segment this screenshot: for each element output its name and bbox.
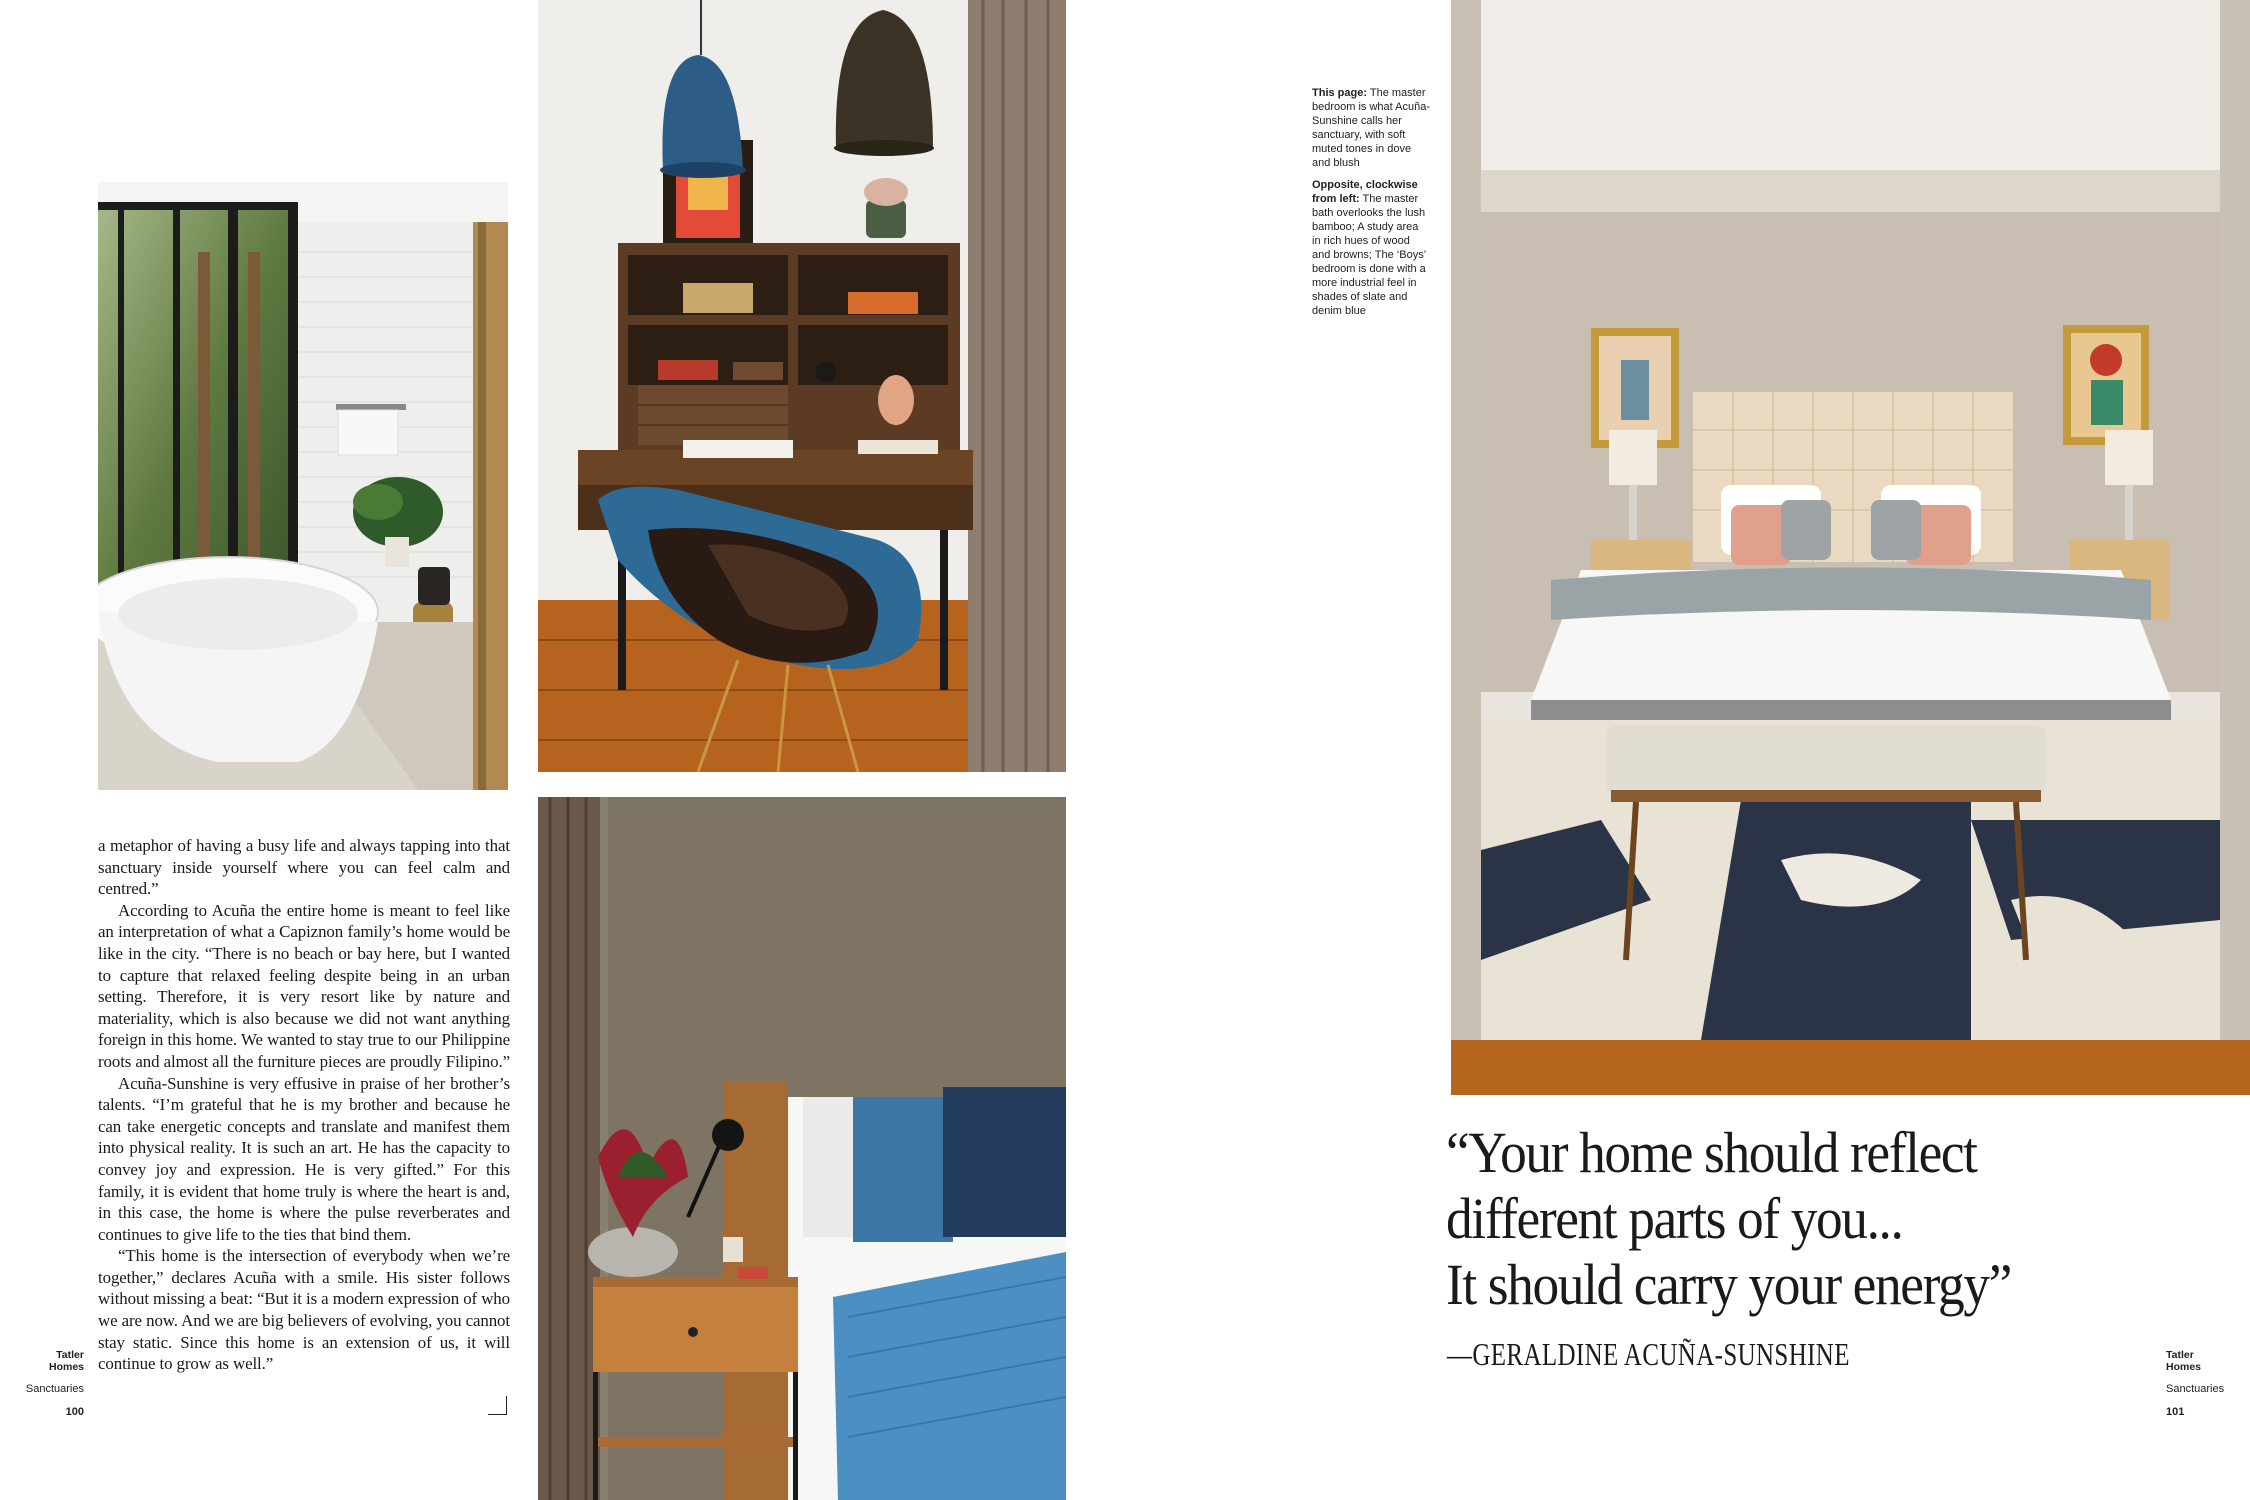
article-body <box>98 835 510 1375</box>
photo-caption <box>1312 86 1430 326</box>
caption-this-page <box>1312 86 1430 170</box>
pull-quote-attribution: —GERALDINE ACUÑA-SUNSHINE <box>1447 1336 1850 1372</box>
master-bedroom-photo <box>1451 0 2250 1095</box>
article-paragraph: According to Acuña the entire home is meant to feel like an interpretation of what a Capiznon family’s home would be like in the city. “There is no beach or bay here, but I wanted to capture that relaxed feeling despite being in an urban setting. Therefore, it is very resort like by nature and materiality, which is also because we did not want anything foreign in this home. We wanted to stay true to our Philippine roots and almost all the furniture pieces are proudly Filipino.” <box>98 900 511 1071</box>
folio-brand: Tatler <box>2166 1349 2194 1361</box>
article-paragraph: a metaphor of having a busy life and always tapping into that sanctuary inside yourself where you can feel calm and centred.” <box>98 836 510 899</box>
folio-brand: Homes <box>2166 1361 2202 1373</box>
study-area-photo <box>538 0 1066 772</box>
pull-quote <box>1446 1120 2108 1318</box>
folio-section: Sanctuaries <box>25 1383 84 1395</box>
page-number: 101 <box>2166 1406 2185 1418</box>
pull-quote-line: “Your home should reflect <box>1446 1120 1977 1185</box>
article-paragraph: Acuña-Sunshine is very effusive in praise of her brother’s talents. “I’m grateful that he is my brother and because he can take energetic concepts and translate and manifest them into physical reality. It is such an art. He has the capacity to convey joy and expression. He is very gifted.” For this family, it is evident that home truly is where the heart is and, in this case, the home is where the pulse reverberates and continues to give life to the ties that bind them. <box>98 1073 510 1244</box>
folio-brand: Homes <box>48 1361 84 1373</box>
pull-quote-line: different parts of you... <box>1446 1186 1903 1251</box>
boys-bedroom-photo <box>538 797 1066 1500</box>
folio-right <box>2166 1349 2246 1419</box>
folio-brand: Tatler <box>56 1349 84 1361</box>
page-number: 100 <box>65 1406 84 1418</box>
caption-text: The master bedroom is what Acuña-Sunshine calls her sanctuary, with soft muted tones in dove and blush <box>1312 87 1431 169</box>
caption-label: Opposite, clockwise from left: <box>1312 179 1418 205</box>
folio-section: Sanctuaries <box>2166 1383 2225 1395</box>
caption-label: This page: <box>1312 87 1368 99</box>
pull-quote-line: It should carry your energy” <box>1446 1252 2011 1317</box>
caption-text: The master bath overlooks the lush bamboo; A study area in rich hues of wood and browns; The ‘Boys’ bedroom is done with a more industrial feel in shades of slate and denim blue <box>1312 193 1426 317</box>
caption-opposite <box>1312 178 1430 318</box>
folio-left <box>20 1349 84 1419</box>
end-of-article-mark <box>488 1396 507 1415</box>
master-bath-photo <box>98 182 508 790</box>
article-paragraph: “This home is the intersection of everybody when we’re together,” declares Acuña with a smile. His sister follows without missing a beat: “But it is a modern expression of who we are now. And we are big believers of evolving, you cannot stay static. Since this home is an extension of us, it will continue to grow as well.” <box>98 1246 510 1374</box>
